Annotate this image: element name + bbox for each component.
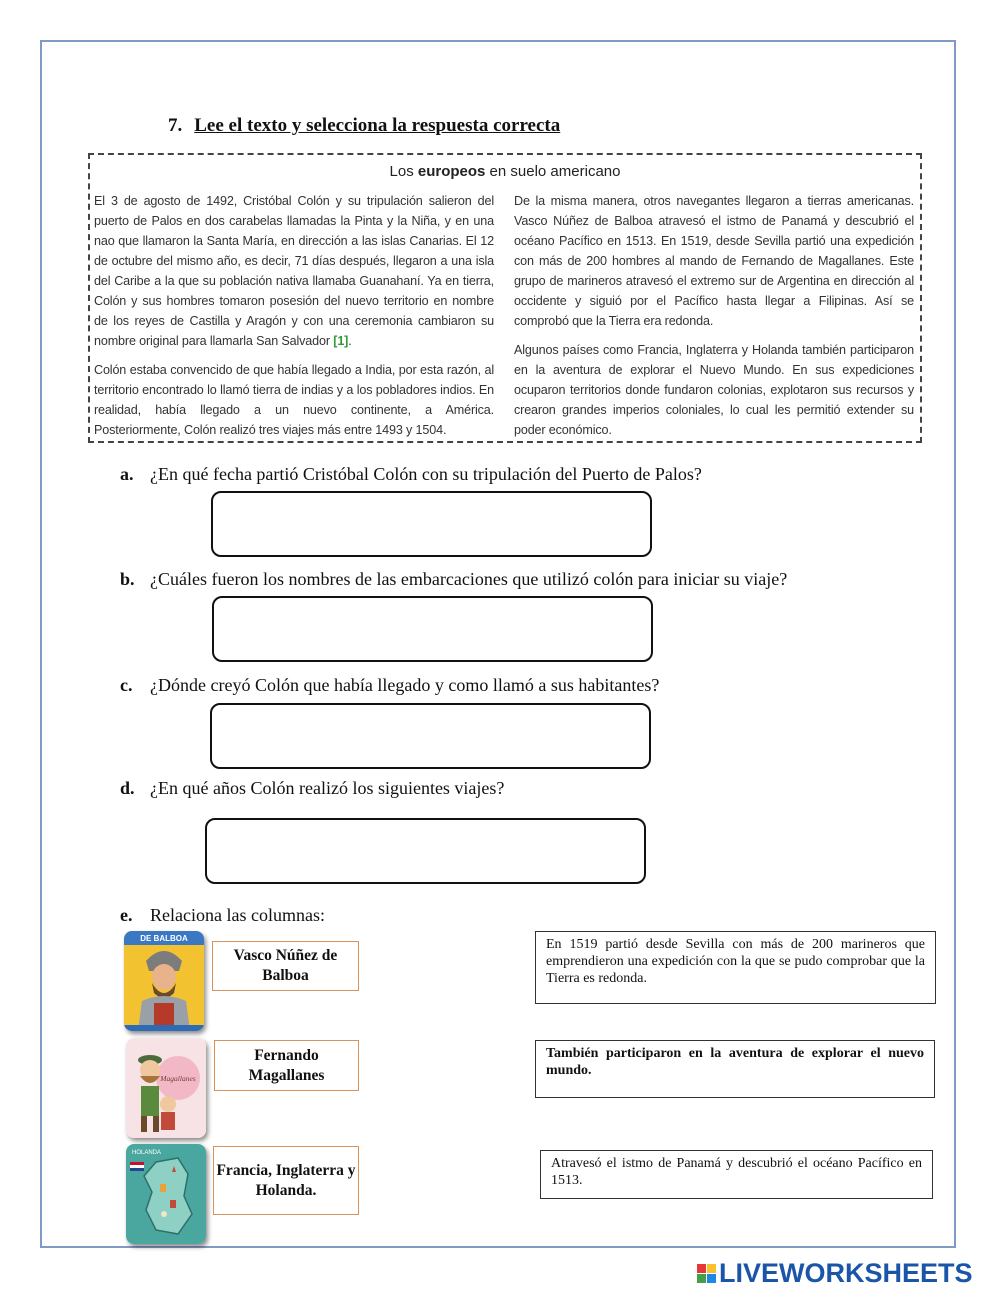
answer-box-d[interactable] <box>205 818 646 884</box>
balboa-portrait-image <box>124 931 204 1031</box>
reading-title-highlight: europeos <box>417 163 486 180</box>
question-a <box>120 464 702 485</box>
question-text: ¿En qué fecha partió Cristóbal Colón con su tripulación del Puerto de Palos? <box>150 464 702 484</box>
logo-cubes-icon <box>697 1264 716 1283</box>
image-caption: DE BALBOA <box>140 934 188 943</box>
magallanes-cartoon-icon <box>126 1038 206 1138</box>
question-e <box>120 905 325 926</box>
question-letter: b. <box>120 569 135 589</box>
answer-box-a[interactable] <box>211 491 652 557</box>
question-text: ¿Dónde creyó Colón que había llegado y como llamó a sus habitantes? <box>150 675 660 695</box>
netherlands-map-icon <box>126 1144 206 1244</box>
match-name-magallanes[interactable]: Fernando Magallanes <box>214 1040 359 1091</box>
question-letter: a. <box>120 464 134 484</box>
logo-text: LIVEWORKSHEETS <box>719 1258 973 1288</box>
exercise-instruction: Lee el texto y selecciona la respuesta correcta <box>194 115 561 136</box>
reading-column-left <box>94 191 494 449</box>
match-description-1[interactable]: En 1519 partió desde Sevilla con más de 200 marineros que emprendieron una expedición con la que se pudo comprobar que la Tierra es redonda. <box>535 931 936 1004</box>
reading-paragraph: Algunos países como Francia, Inglaterra y Holanda también participaron en la aventura de explorar el Nuevo Mundo. En sus expediciones ocuparon territorios donde fundaron colonias, explotaron sus recursos y crearon grandes imperios coloniales, lo cual les permitió extender su poder económico. <box>514 343 914 437</box>
exercise-title <box>168 115 560 137</box>
reading-title: Los europeos en suelo americano <box>389 163 621 180</box>
reading-paragraph: Colón estaba convencido de que había llegado a India, por esta razón, al territorio encontrado lo llamó tierra de indias y a los pobladores indios. En realidad, había llegado a un nuevo continente, a América. Posteriormente, Colón realizó tres viajes más entre 1493 y 1504. <box>94 363 494 437</box>
reading-paragraph: De la misma manera, otros navegantes llegaron a tierras americanas. Vasco Núñez de Balboa atravesó el istmo de Panamá y descubrió el océano Pacífico en 1513. En 1519, desde Sevilla partió una expedición con más de 200 hombres al mando de Fernando de Magallanes. Este grupo de marineros atravesó el extremo sur de Argentina en dirección al occidente y siguió por el Pacífico hasta llegar a Filipinas. Así se comprobó que la Tierra era redonda. <box>514 194 914 328</box>
question-letter: c. <box>120 675 133 695</box>
match-name-paises[interactable]: Francia, Inglaterra y Holanda. <box>213 1146 359 1215</box>
reading-paragraph: El 3 de agosto de 1492, Cristóbal Colón y su tripulación salieron del puerto de Palos en dos carabelas llamadas la Pinta y la Niña, y en una nao que llamaron la Santa María, en dirección a las islas Canarias. El 12 de octubre del mismo año, es decir, 71 días después, llegaron a una isla del Caribe a la que su población nativa llamaba Guanahaní. Ya en tierra, Colón y sus hombres tomaron posesión del nuevo territorio en nombre de los reyes de Castilla y Aragón y con una ceremonia cambiaron su nombre original para llamarla San Salvador [1]. <box>94 194 494 348</box>
exercise-number: 7. <box>168 115 183 136</box>
match-description-2[interactable]: También participaron en la aventura de explorar el nuevo mundo. <box>535 1040 935 1098</box>
question-d <box>120 778 504 799</box>
answer-box-b[interactable] <box>212 596 653 662</box>
question-text: ¿En qué años Colón realizó los siguientes viajes? <box>150 778 505 798</box>
conquistador-portrait-icon <box>124 931 204 1031</box>
liveworksheets-logo <box>697 1258 973 1289</box>
reading-column-right <box>514 191 914 449</box>
holanda-map-image <box>126 1144 206 1244</box>
question-b <box>120 569 787 590</box>
question-letter: d. <box>120 778 135 798</box>
reference-marker: [1] <box>333 334 349 348</box>
question-letter: e. <box>120 905 133 925</box>
image-caption: HOLANDA <box>132 1150 162 1156</box>
match-description-3[interactable]: Atravesó el istmo de Panamá y descubrió el océano Pacífico en 1513. <box>540 1150 933 1199</box>
answer-box-c[interactable] <box>210 703 651 769</box>
magallanes-image <box>126 1038 206 1138</box>
match-name-balboa[interactable]: Vasco Núñez de Balboa <box>212 941 359 991</box>
reading-passage-box <box>88 153 922 443</box>
question-c <box>120 675 659 696</box>
image-caption: Magallanes <box>160 1074 196 1083</box>
question-text: Relaciona las columnas: <box>150 905 325 925</box>
question-text: ¿Cuáles fueron los nombres de las embarcaciones que utilizó colón para iniciar su viaje? <box>150 569 788 589</box>
